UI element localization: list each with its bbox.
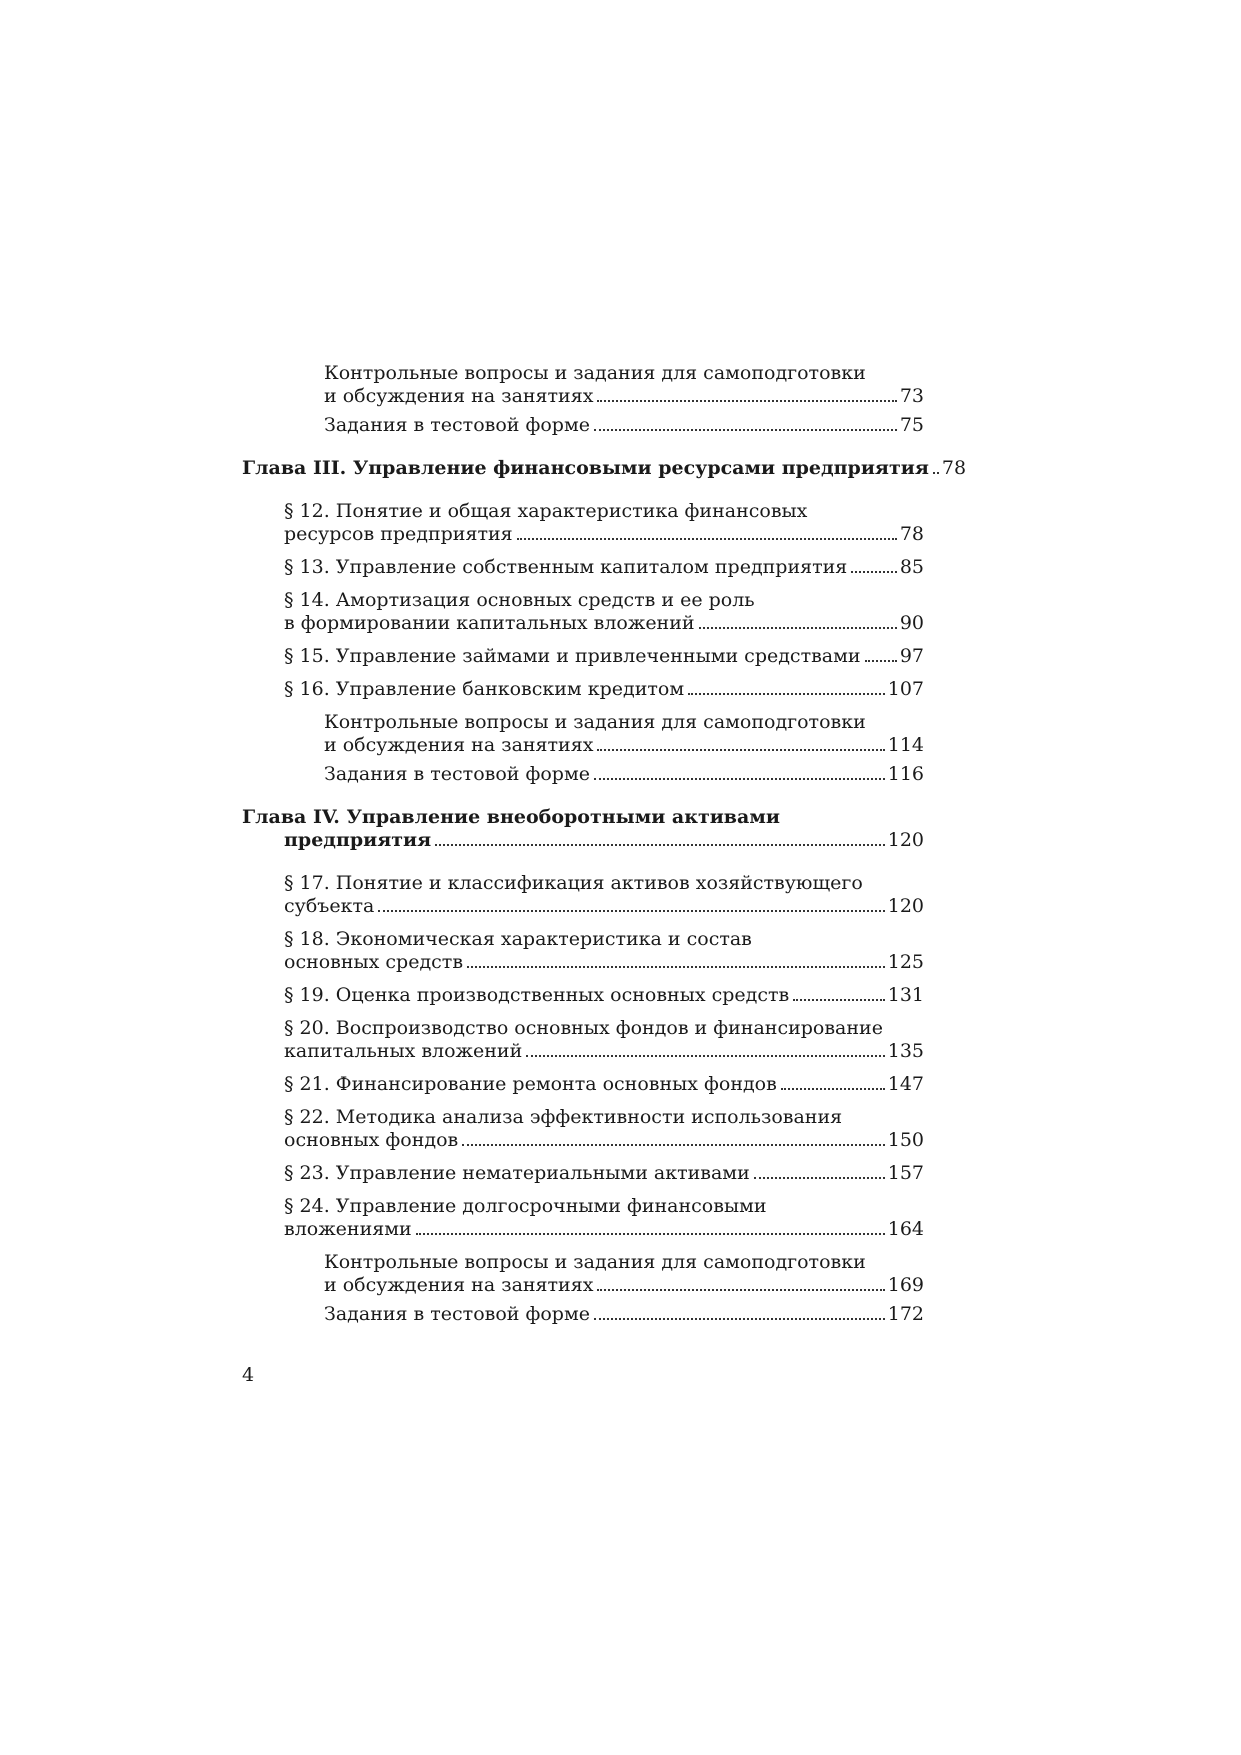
toc-entry-text: § 24. Управление долгосрочными финансовыми [284,1195,767,1217]
toc-page-number: 150 [887,1129,924,1151]
toc-section[interactable] [242,1195,924,1241]
toc-section[interactable] [242,645,924,668]
toc-subentry[interactable] [242,414,924,437]
toc-section[interactable] [242,500,924,546]
toc-chapter[interactable] [242,806,924,852]
toc-page-number: 90 [899,612,924,634]
toc-entry-text: § 17. Понятие и классификация активов хозяйствующего [284,872,863,894]
toc-page-number: 116 [887,763,924,785]
toc-subentry[interactable] [242,1251,924,1297]
toc-entry-text: и обсуждения на занятиях [324,385,594,407]
toc-entry-text: и обсуждения на занятиях [324,734,594,756]
toc-entry-text: основных средств [284,951,464,973]
toc-section[interactable] [242,1017,924,1063]
dot-leader [933,472,939,474]
toc-section[interactable] [242,928,924,974]
toc-section[interactable] [242,589,924,635]
toc-section[interactable] [242,1162,924,1185]
toc-page-number: 73 [899,385,924,407]
dot-leader [378,910,884,912]
toc-entry-text: § 23. Управление нематериальными активами [284,1162,750,1184]
toc-entry-text: Задания в тестовой форме [324,414,590,436]
toc-page-number: 125 [887,951,924,973]
dot-leader [435,844,885,846]
toc-page-number: 131 [887,984,924,1006]
dot-leader [597,400,896,402]
dot-leader [517,538,897,540]
toc-entry-text: Глава III. Управление финансовыми ресурсами предприятия [242,457,929,479]
dot-leader [467,966,885,968]
toc-subentry[interactable] [242,362,924,408]
toc-entry-text: вложениями [284,1218,412,1240]
toc-entry-text: § 18. Экономическая характеристика и состав [284,928,752,950]
toc-entry-text: Задания в тестовой форме [324,763,590,785]
toc-section[interactable] [242,678,924,701]
toc-entry-text: § 14. Амортизация основных средств и ее роль [284,589,755,611]
dot-leader [416,1233,885,1235]
toc-entry-text: § 19. Оценка производственных основных средств [284,984,790,1006]
toc-page-number: 172 [887,1303,924,1325]
toc-subentry[interactable] [242,763,924,786]
toc-page-number: 164 [887,1218,924,1240]
toc-page-number: 157 [887,1162,924,1184]
page-number: 4 [242,1364,255,1386]
toc-entry-text: § 21. Финансирование ремонта основных фондов [284,1073,777,1095]
toc-entry-text: Глава IV. Управление внеоборотными активами [242,806,780,828]
dot-leader [754,1177,885,1179]
toc-page-number: 120 [887,895,924,917]
toc-entry-text: субъекта [284,895,375,917]
table-of-contents [242,362,967,1326]
toc-page-number: 169 [887,1274,924,1296]
dot-leader [699,627,897,629]
toc-entry-text: Контрольные вопросы и задания для самоподготовки [324,711,866,733]
dot-leader [793,999,885,1001]
toc-entry-text: § 16. Управление банковским кредитом [284,678,685,700]
dot-leader [597,1289,884,1291]
toc-entry-text: § 12. Понятие и общая характеристика финансовых [284,500,808,522]
toc-section[interactable] [242,556,924,579]
toc-section[interactable] [242,1106,924,1152]
dot-leader [597,749,884,751]
toc-page-number: 85 [899,556,924,578]
toc-entry-text: Контрольные вопросы и задания для самоподготовки [324,362,866,384]
toc-entry-text: и обсуждения на занятиях [324,1274,594,1296]
toc-page-number: 147 [887,1073,924,1095]
dot-leader [594,429,897,431]
toc-entry-text: основных фондов [284,1129,459,1151]
dot-leader [781,1088,885,1090]
toc-entry-text: предприятия [284,829,432,851]
dot-leader [688,693,885,695]
dot-leader [865,660,897,662]
toc-entry-text: § 13. Управление собственным капиталом предприятия [284,556,848,578]
dot-leader [594,1318,885,1320]
dot-leader [851,571,897,573]
toc-entry-text: § 20. Воспроизводство основных фондов и финансирование [284,1017,883,1039]
toc-entry-text: Контрольные вопросы и задания для самоподготовки [324,1251,866,1273]
toc-subentry[interactable] [242,1303,924,1326]
dot-leader [526,1055,884,1057]
toc-section[interactable] [242,1073,924,1096]
toc-section[interactable] [242,872,924,918]
toc-entry-text: ресурсов предприятия [284,523,513,545]
toc-page-number: 114 [887,734,924,756]
toc-entry-text: § 15. Управление займами и привлеченными средствами [284,645,861,667]
toc-page-number: 120 [887,829,924,851]
dot-leader [462,1144,885,1146]
toc-section[interactable] [242,984,924,1007]
toc-entry-text: Задания в тестовой форме [324,1303,590,1325]
toc-page-number: 97 [899,645,924,667]
toc-entry-text: в формировании капитальных вложений [284,612,695,634]
toc-entry-text: капитальных вложений [284,1040,523,1062]
dot-leader [594,778,885,780]
toc-page-number: 107 [887,678,924,700]
toc-page-number: 75 [899,414,924,436]
toc-page-number: 135 [887,1040,924,1062]
toc-chapter[interactable] [242,457,967,480]
toc-entry-text: § 22. Методика анализа эффективности использования [284,1106,843,1128]
toc-subentry[interactable] [242,711,924,757]
toc-page-number: 78 [941,457,967,479]
toc-page-number: 78 [899,523,924,545]
